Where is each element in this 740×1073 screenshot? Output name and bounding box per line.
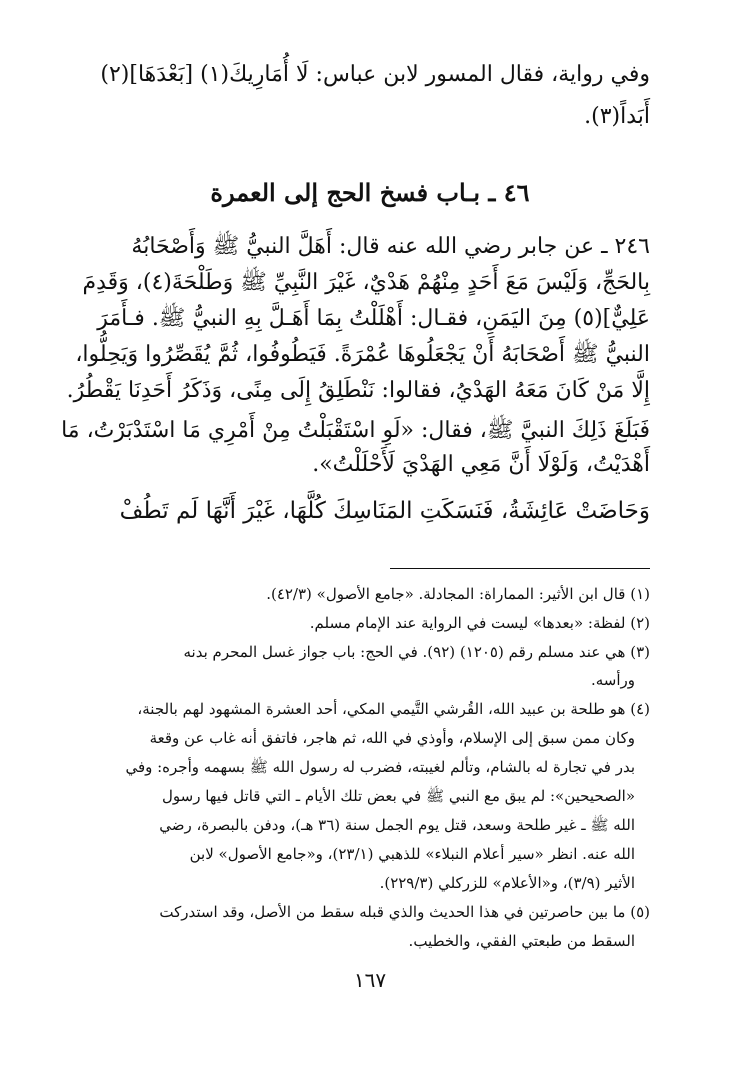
hadith-line: ٢٤٦ ـ عن جابر رضي الله عنه قال: أَهَلَّ النبيُّ ﷺ وَأَصْحَابُهُ: [131, 234, 650, 259]
footnote-3: (٣) هي عند مسلم رقم (١٢٠٥) (٩٢). في الحج: باب جواز غسل المحرم بدنه: [183, 643, 650, 661]
hadith-line: عَلِيٌّ](٥) مِنَ اليَمَنِ، فقـال: أَهْلَلْتُ بِمَا أَهَـلَّ بِهِ النبيُّ ﷺ. فـأَمَرَ: [97, 306, 650, 331]
hadith-line: فَبَلَغَ ذَلِكَ النبيَّ ﷺ، فقال: «لَوِ اسْتَقْبَلْتُ مِنْ أَمْرِي مَا اسْتَدْبَرْتُ، مَا: [61, 418, 650, 443]
footnote-5-cont: السقط من طبعتي الفقي، والخطيب.: [408, 932, 635, 950]
footnote-4-cont: «الصحيحين»: لم يبق مع النبي ﷺ في بعض تلك الأيام ـ التي قاتل فيها رسول: [161, 787, 635, 805]
page-number: ١٦٧: [353, 968, 387, 992]
footnote-1: (١) قال ابن الأثير: المماراة: المجادلة. «جامع الأصول» (٤٢/٣).: [266, 585, 650, 603]
hadith-line: بِالحَجِّ، وَلَيْسَ مَعَ أَحَدٍ مِنْهُمْ هَدْيٌ، غَيْرَ النَّبِيِّ ﷺ وَطَلْحَةَ(٤)، وَقَدِمَ: [82, 270, 650, 295]
hadith-line: وَحَاضَتْ عَائِشَةُ، فَنَسَكَتِ المَنَاسِكَ كُلَّهَا، غَيْرَ أَنَّهَا لَم تَطُفْ: [119, 498, 650, 524]
hadith-line: أَهْدَيْتُ، وَلَوْلَا أَنَّ مَعِي الهَدْيَ لَأَحْلَلْتُ».: [312, 452, 650, 477]
footnote-divider: [390, 568, 650, 569]
footnote-2: (٢) لفظة: «بعدها» ليست في الرواية عند الإمام مسلم.: [309, 614, 650, 632]
footnote-4-cont: وكان ممن سبق إلى الإسلام، وأوذي في الله، ثم هاجر، فاتفق أنه غاب عن وقعة: [149, 729, 635, 747]
footnote-4-cont: الله ﷺ ـ غير طلحة وسعد، قتل يوم الجمل سنة (٣٦ هـ)، ودفن بالبصرة، رضي: [159, 816, 635, 834]
intro-line-1: وفي رواية، فقال المسور لابن عباس: لَا أُمَارِيكَ(١) [بَعْدَهَا](٢): [100, 62, 650, 87]
hadith-line: النبيُّ ﷺ أَصْحَابَهُ أَنْ يَجْعَلُوهَا عُمْرَةً. فَيَطُوفُوا، ثُمَّ يُقَصِّرُوا وَيَحِلُّوا،: [75, 342, 650, 367]
chapter-title: ٤٦ ـ بـاب فسخ الحج إلى العمرة: [210, 178, 530, 207]
hadith-line: إِلَّا مَنْ كَانَ مَعَهُ الهَدْيُ، فقالوا: نَنْطَلِقُ إِلَى مِنًى، وَذَكَرُ أَحَدِنَا يَقْطُرُ.: [66, 378, 650, 403]
footnote-5: (٥) ما بين حاصرتين في هذا الحديث والذي قبله سقط من الأصل، وقد استدركت: [159, 903, 650, 921]
footnote-4-cont: بدر في تجارة له بالشام، وتألم لغيبته، فضرب له رسول الله ﷺ بسهمه وأجره: وفي: [125, 758, 635, 776]
intro-line-2: أَبَداً(٣).: [584, 104, 650, 129]
footnote-4-cont: الأثير (٣/٩)، و«الأعلام» للزركلي (٢٢٩/٣).: [379, 874, 635, 892]
footnote-4-cont: الله عنه. انظر «سير أعلام النبلاء» للذهبي (٢٣/١)، و«جامع الأصول» لابن: [189, 845, 635, 863]
footnote-3-cont: ورأسه.: [590, 671, 635, 689]
footnote-4: (٤) هو طلحة بن عبيد الله، القُرشي التَّيمي المكي، أحد العشرة المشهود لهم بالجنة،: [137, 700, 650, 718]
